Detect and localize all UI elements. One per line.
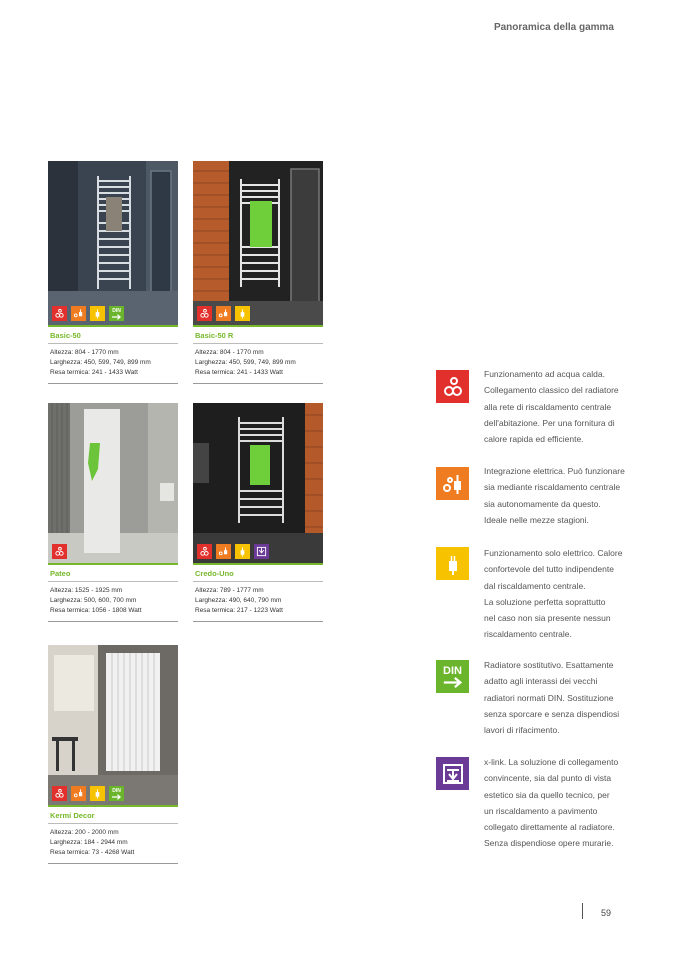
- din-label: DIN: [112, 307, 121, 314]
- product-card-basic-50: [48, 161, 178, 384]
- product-name: Basic-50: [48, 325, 178, 344]
- water-drops-icon: [197, 544, 212, 559]
- bathroom-photo-illustration: [193, 161, 323, 325]
- product-specs: [48, 824, 178, 864]
- bathroom-photo-illustration: [193, 403, 323, 563]
- product-specs: [193, 582, 323, 622]
- product-card-kermi-decor: [48, 645, 178, 864]
- water-drops-icon: [52, 544, 67, 559]
- water-drops-icon: [436, 370, 469, 403]
- spec-height: Altezza: 804 - 1770 mm: [50, 349, 119, 356]
- electric-plug-icon: [235, 544, 250, 559]
- spec-heat-output: Resa termica: 73 - 4268 Watt: [50, 849, 135, 856]
- din-replacement-icon: [109, 306, 124, 321]
- water-drops-icon: [52, 306, 67, 321]
- din-label: DIN: [112, 787, 121, 794]
- bathroom-photo-illustration: [48, 403, 178, 563]
- water-drops-icon: [52, 786, 67, 801]
- spec-heat-output: Resa termica: 241 - 1433 Watt: [195, 369, 283, 376]
- bathroom-photo-illustration: [48, 161, 178, 325]
- spec-width: Larghezza: 490, 640, 790 mm: [195, 597, 282, 604]
- spec-width: Larghezza: 450, 599, 749, 899 mm: [50, 359, 151, 366]
- electric-plug-icon: [90, 306, 105, 321]
- spec-width: Larghezza: 450, 599, 749, 899 mm: [195, 359, 296, 366]
- din-replacement-icon: [436, 660, 469, 693]
- spec-width: Larghezza: 184 - 2944 mm: [50, 839, 128, 846]
- legend-description: Funzionamento solo elettrico. Calore confortevole del tutto indipendente dal riscaldamento centrale. La soluzione perfetta soprattutto nel caso non sia presente nessun riscaldamento centrale.: [484, 548, 623, 640]
- footer-divider: [582, 903, 583, 919]
- living-room-photo-illustration: [48, 645, 178, 805]
- product-specs: [48, 582, 178, 622]
- product-specs: [48, 344, 178, 384]
- hybrid-plug-icon: [436, 467, 469, 500]
- product-photo: [48, 161, 178, 325]
- product-card-credo-uno: [193, 403, 323, 622]
- legend-description: Integrazione elettrica. Può funzionare sia mediante riscaldamento centrale sia autonomamente da questo. Ideale nelle mezze stagioni.: [484, 466, 625, 525]
- product-specs: [193, 344, 323, 384]
- x-link-icon: [436, 757, 469, 790]
- legend-description: x-link. La soluzione di collegamento convincente, sia dal punto di vista estetico sia da quello tecnico, per un riscaldamento a pavimento collegato direttamente al radiatore. Senza dispendiose opere murarie.: [484, 757, 619, 849]
- hybrid-plug-icon: [216, 544, 231, 559]
- x-link-icon: [254, 544, 269, 559]
- product-card-pateo: [48, 403, 178, 622]
- product-photo: [48, 645, 178, 805]
- product-card-basic-50-r: [193, 161, 323, 384]
- electric-plug-icon: [90, 786, 105, 801]
- spec-width: Larghezza: 500, 600, 700 mm: [50, 597, 137, 604]
- product-photo: [48, 403, 178, 563]
- spec-heat-output: Resa termica: 1056 - 1808 Watt: [50, 607, 142, 614]
- legend-description: Funzionamento ad acqua calda. Collegamento classico del radiatore alla rete di riscaldamento centrale dell'abitazione. Per una fornitura di calore rapida ed efficiente.: [484, 369, 619, 445]
- spec-heat-output: Resa termica: 217 - 1223 Watt: [195, 607, 283, 614]
- spec-heat-output: Resa termica: 241 - 1433 Watt: [50, 369, 138, 376]
- spec-height: Altezza: 804 - 1770 mm: [195, 349, 264, 356]
- electric-plug-icon: [235, 306, 250, 321]
- product-photo: [193, 403, 323, 563]
- hybrid-plug-icon: [216, 306, 231, 321]
- hybrid-plug-icon: [71, 786, 86, 801]
- legend-description: Radiatore sostitutivo. Esattamente adatto agli interassi dei vecchi radiatori normati DIN. Sostituzione senza sporcare e senza dispendiosi lavori di rifacimento.: [484, 660, 620, 736]
- product-name: Credo-Uno: [193, 563, 323, 582]
- hybrid-plug-icon: [71, 306, 86, 321]
- electric-plug-icon: [436, 547, 469, 580]
- spec-height: Altezza: 1525 - 1925 mm: [50, 587, 123, 594]
- product-name: Basic-50 R: [193, 325, 323, 344]
- product-photo: [193, 161, 323, 325]
- din-label: DIN: [443, 665, 462, 677]
- product-name: Kermi Decor: [48, 805, 178, 824]
- spec-height: Altezza: 200 - 2000 mm: [50, 829, 119, 836]
- spec-height: Altezza: 789 - 1777 mm: [195, 587, 264, 594]
- din-replacement-icon: [109, 786, 124, 801]
- water-drops-icon: [197, 306, 212, 321]
- page-section-title: Panoramica della gamma: [493, 22, 614, 33]
- page-number: 59: [601, 908, 612, 918]
- product-name: Pateo: [48, 563, 178, 582]
